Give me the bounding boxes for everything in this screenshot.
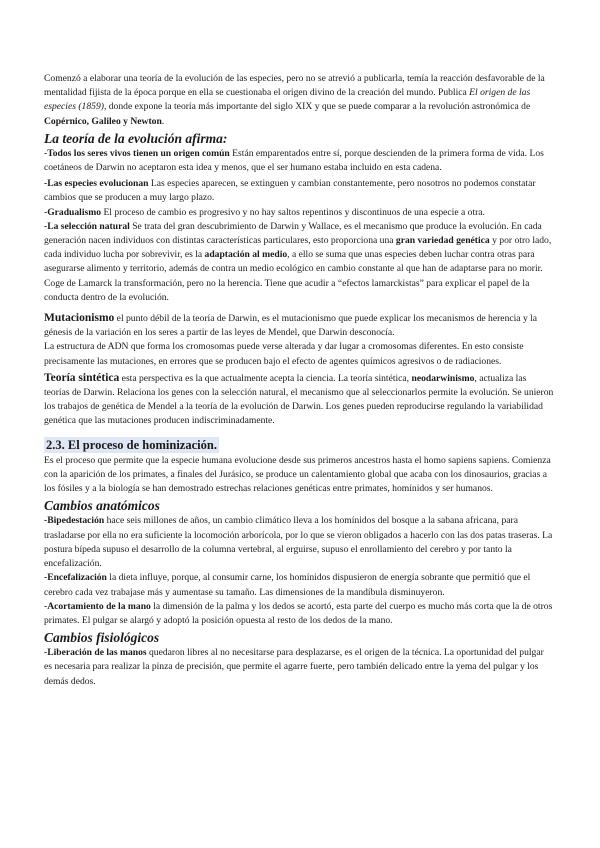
fisiologico-item: -Liberación de las manos quedaron libres al no necesitarse para desplazarse, es el origen de la técnica. La oportunidad del pulgar es necesaria para realizar la pinza de precisión, que permite el agarre fuerte, pero también delicado entre la yema del pulgar y los demás dedos.	[44, 647, 544, 687]
mutacionismo-paragraph: Mutacionismo el punto débil de la teoría de Darwin, es el mutacionismo que puede explicar los mecanismos de herencia y la génesis de la variación en los seres a partir de las leyes de Mendel, que Darwin desconocía.	[44, 312, 538, 339]
book-title: El origen de las especies (1859)	[44, 87, 531, 113]
teoria-item: -Gradualismo El proceso de cambio es progresivo y no hay saltos repentinos y discontinuos de una especie a otra.	[44, 206, 485, 218]
anatomico-item: -Acortamiento de la mano la dimensión de la palma y los dedos se acortó, esta parte del cuerpo es mucho más corta que la de otros primates. El pulgar se alargó y adoptó la posición opuesta al resto de los dedos de la mano.	[44, 600, 553, 626]
teoria-item: -Las especies evolucionan Las especies aparecen, se extinguen y cambian constantemente, pero nosotros no podemos constatar cambios que se producen a muy largo plazo.	[44, 178, 536, 204]
hominizacion-paragraph: Es el proceso que permite que la especie humana evolucione desde sus primeros ancestros hasta el homo sapiens sapiens. Comienza con la aparición de los primates, a finales del Jurásico, se produce un calentamiento global que acaba con los dinosaurios, gracias a los fósiles y a la biología se han demostrado estrechas relaciones genéticas entre primates, homínidos y ser humanos.	[44, 454, 551, 495]
anatomico-item: -Encefalización la dieta influye, porque, al consumir carne, los homínidos dispusieron de energía sobrante que permitió que el cerebro cada vez trabajase más y aumentase su tamaño. Las dimensiones de la mandíbula disminuyeron.	[44, 572, 531, 598]
seleccion-natural-paragraph: -La selección natural Se trata del gran descubrimiento de Darwin y Wallace, es el mecanismo que produce la evolución. En cada generación nacen individuos con distintas características particulares, esto proporciona una gran variedad genética y por otro lado, cada individuo lucha por sobrevivir, es la adaptación al medio, a ello se suma que unas especies deben luchar contra otras para asegurarse alimento y territorio, además de contra un medio ecológico en cambio constante al que han de adaptarse para no morir. Coge de Lamarck la transformación, pero no la herencia. Tiene que acudir a “efectos lamarckistas” para explicar el papel de la conducta dentro de la evolución.	[44, 220, 552, 303]
heading-teoria-evolucion: La teoría de la evolución afirma:	[44, 130, 228, 146]
teoria-sintetica-paragraph: Teoría sintética esta perspectiva es la que actualmente acepta la ciencia. La teoría sintética, neodarwinismo, actualiza las teorías de Darwin. Relaciona los genes con la selección natural, el mecanismo que al seleccionarlos permite la evolución. Se unieron los trabajos de genética de Mendel a la teoría de la evolución de Darwin. Los genes pueden reproducirse regulando la variabilidad genética que las mutaciones producen indiscriminadamente.	[44, 371, 554, 427]
scientist-names: Copérnico, Galileo y Newton	[44, 115, 162, 127]
heading-cambios-fisiologicos: Cambios fisiológicos	[44, 630, 160, 646]
heading-cambios-anatomicos: Cambios anatómicos	[44, 498, 160, 514]
anatomico-item: -Bipedestación hace seis millones de años, un cambio climático lleva a los homínidos del bosque a la sabana africana, para trasladarse por ella no era suficiente la locomoción arborícola, por lo que se vieron obligados a hacerlo con las dos patas traseras. La postura bípeda supuso el desarrollo de la columna vertebral, al erguirse, supuso el enrollamiento del cerebro y por tanto la encefalización.	[44, 515, 553, 570]
adn-paragraph: La estructura de ADN que forma los cromosomas puede verse alterada y dar lugar a cromosomas diferentes. En esto consiste precisamente las mutaciones, en errores que se producen bajo el efecto de agentes químicos agresivos o de radiaciones.	[44, 341, 524, 367]
intro-paragraph: Comenzó a elaborar una teoría de la evolución de las especies, pero no se atrevió a publicarla, temía la reacción desfavorable de la mentalidad fijista de la época porque en ella se cuestionaba el origen divino de la creación del mundo. Publica El origen de las especies (1859), donde expone la teoría más importante del siglo XIX y que se puede comparar a la revolución astronómica de Copérnico, Galileo y Newton.	[44, 73, 545, 127]
document-page	[44, 72, 554, 689]
section-heading-hominizacion: 2.3. El proceso de hominización.	[46, 437, 217, 452]
teoria-item: -Todos los seres vivos tienen un origen común Están emparentados entre sí, porque descienden de la primera forma de vida. Los coetáneos de Darwin no aceptaron esta idea y menos, que el ser humano estaba incluido en esta cadena.	[44, 147, 544, 174]
